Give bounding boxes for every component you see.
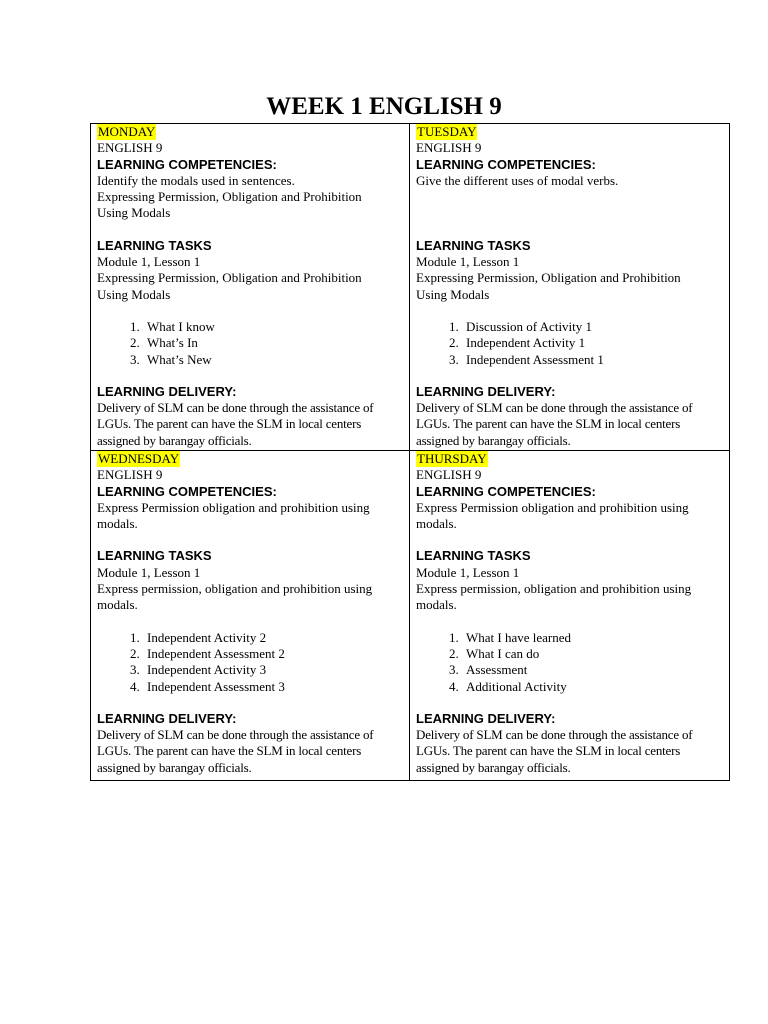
- competencies-heading: LEARNING COMPETENCIES:: [97, 483, 277, 499]
- competency-line: [416, 189, 727, 205]
- list-item: 1. Independent Activity 2: [143, 630, 407, 646]
- delivery-heading: LEARNING DELIVERY:: [416, 710, 556, 726]
- delivery-line: assigned by barangay officials.: [97, 759, 252, 775]
- tasks-heading: LEARNING TASKS: [416, 237, 531, 253]
- day-cell-wednesday: [91, 451, 410, 780]
- list-item: 1. Discussion of Activity 1: [462, 319, 727, 335]
- day-label: TUESDAY: [417, 124, 477, 139]
- delivery-line: assigned by barangay officials.: [416, 759, 571, 775]
- topic-line: Express permission, obligation and prohibition using: [416, 581, 692, 597]
- delivery-line: Delivery of SLM can be done through the assistance of: [416, 727, 693, 743]
- list-item: 4. Independent Assessment 3: [143, 679, 407, 695]
- subject-label: ENGLISH 9: [416, 140, 482, 156]
- delivery-line: LGUs. The parent can have the SLM in local centers: [97, 743, 362, 759]
- competency-line: Expressing Permission, Obligation and Prohibition: [97, 189, 362, 205]
- competency-line: Give the different uses of modal verbs.: [416, 172, 619, 188]
- module-label: Module 1, Lesson 1: [97, 254, 201, 270]
- competency-line: modals.: [416, 516, 457, 532]
- task-list: [97, 630, 407, 695]
- list-item: 2. What’s In: [143, 335, 407, 351]
- list-item: 2. Independent Activity 1: [462, 335, 727, 351]
- topic-line: modals.: [97, 597, 138, 613]
- module-label: Module 1, Lesson 1: [416, 254, 520, 270]
- competencies-heading: LEARNING COMPETENCIES:: [97, 156, 277, 172]
- day-label: WEDNESDAY: [98, 451, 180, 466]
- list-item: 2. Independent Assessment 2: [143, 646, 407, 662]
- list-item: 1. What I know: [143, 319, 407, 335]
- competency-line: Using Modals: [97, 205, 171, 221]
- delivery-line: Delivery of SLM can be done through the assistance of: [416, 400, 693, 416]
- list-item: 4. Additional Activity: [462, 679, 727, 695]
- competency-line: Express Permission obligation and prohibition using: [416, 499, 689, 515]
- competency-line: [416, 205, 727, 221]
- topic-line: Expressing Permission, Obligation and Prohibition: [97, 270, 362, 286]
- tasks-heading: LEARNING TASKS: [416, 548, 531, 564]
- day-label: MONDAY: [98, 124, 156, 139]
- list-item: 3. Independent Activity 3: [143, 662, 407, 678]
- topic-line: Using Modals: [416, 286, 490, 302]
- task-list: [416, 319, 727, 368]
- delivery-line: assigned by barangay officials.: [416, 432, 571, 448]
- delivery-line: Delivery of SLM can be done through the assistance of: [97, 727, 374, 743]
- subject-label: ENGLISH 9: [97, 140, 163, 156]
- delivery-heading: LEARNING DELIVERY:: [416, 383, 556, 399]
- day-cell-monday: [91, 124, 410, 451]
- competencies-heading: LEARNING COMPETENCIES:: [416, 483, 596, 499]
- list-item: 3. Independent Assessment 1: [462, 352, 727, 368]
- delivery-line: LGUs. The parent can have the SLM in local centers: [97, 416, 362, 432]
- delivery-heading: LEARNING DELIVERY:: [97, 710, 237, 726]
- day-cell-tuesday: [410, 124, 729, 451]
- topic-line: Express permission, obligation and prohibition using: [97, 581, 373, 597]
- competency-line: Express Permission obligation and prohibition using: [97, 499, 370, 515]
- delivery-line: Delivery of SLM can be done through the assistance of: [97, 400, 374, 416]
- delivery-line: LGUs. The parent can have the SLM in local centers: [416, 743, 681, 759]
- list-item: 3. Assessment: [462, 662, 727, 678]
- task-list: [97, 319, 407, 368]
- topic-line: modals.: [416, 597, 457, 613]
- competencies-heading: LEARNING COMPETENCIES:: [416, 156, 596, 172]
- list-item: 2. What I can do: [462, 646, 727, 662]
- delivery-line: LGUs. The parent can have the SLM in local centers: [416, 416, 681, 432]
- list-item: 3. What’s New: [143, 352, 407, 368]
- module-label: Module 1, Lesson 1: [416, 564, 520, 580]
- competency-line: Identify the modals used in sentences.: [97, 172, 295, 188]
- delivery-line: assigned by barangay officials.: [97, 432, 252, 448]
- competency-line: modals.: [97, 516, 138, 532]
- task-list: [416, 630, 727, 695]
- topic-line: Expressing Permission, Obligation and Prohibition: [416, 270, 681, 286]
- delivery-heading: LEARNING DELIVERY:: [97, 383, 237, 399]
- page-title: WEEK 1 ENGLISH 9: [266, 93, 502, 120]
- module-label: Module 1, Lesson 1: [97, 564, 201, 580]
- subject-label: ENGLISH 9: [416, 467, 482, 483]
- day-label: THURSDAY: [417, 451, 487, 466]
- weekly-plan-table: [90, 123, 730, 781]
- list-item: 1. What I have learned: [462, 630, 727, 646]
- subject-label: ENGLISH 9: [97, 467, 163, 483]
- day-cell-thursday: [410, 451, 729, 780]
- tasks-heading: LEARNING TASKS: [97, 548, 212, 564]
- topic-line: Using Modals: [97, 286, 171, 302]
- tasks-heading: LEARNING TASKS: [97, 237, 212, 253]
